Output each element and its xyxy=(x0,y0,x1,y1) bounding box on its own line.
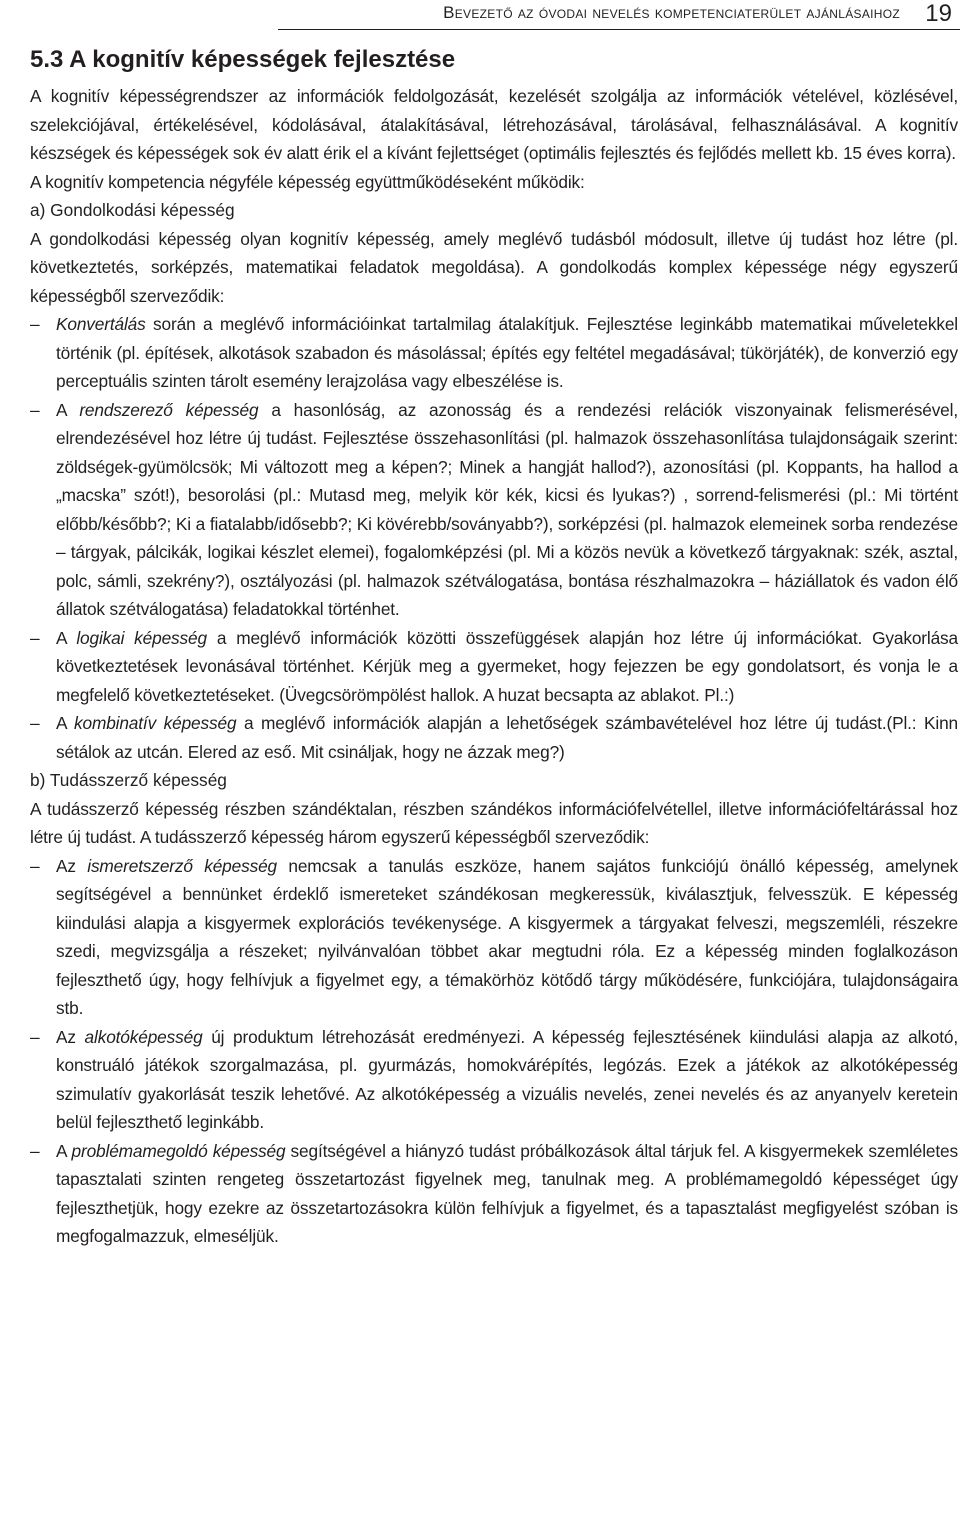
page-header xyxy=(0,0,960,30)
section-title: 5.3 A kognitív képességek fejlesztése xyxy=(30,46,456,73)
paragraph-a: A gondolkodási képesség olyan kognitív képesség, amely meglévő tudásból módosult, illetve új tudást hoz létre (pl. következtetés, sorképzés, matematikai feladatok megoldása). A gondolkodás komplex képessége négy egyszerű képességből szerveződik: xyxy=(30,228,958,306)
running-head: Bevezető az óvodai nevelés kompetenciaterület ajánlásaihoz xyxy=(443,3,900,22)
list-item: – Az alkotóképesség új produktum létrehozását eredményezi. A képesség fejlesztésének kiindulási alapja az alkotó, konstruáló játékok szorgalmazása, pl. gyurmázás, homokvárépítés, legózás. Ezek a játékok az alkotóképesség szimulatív gyakorlását teszik lehetővé. Az alkotóképesség a vizuális nevelés, zenei nevelés és az anyanyelv keretein belül fejleszthető leginkább. xyxy=(30,1023,958,1137)
list-item: – A kombinatív képesség a meglévő információk alapján a lehetőségek számbavételével hoz létre új tudást.(Pl.: Kinn sétálok az utcán. Elered az eső. Mit csináljak, hogy ne ázzak meg?) xyxy=(30,709,958,766)
list-b xyxy=(30,852,958,1251)
dash-bullet: – xyxy=(30,713,40,733)
dash-bullet: – xyxy=(30,314,40,334)
list-item: – A problémamegoldó képesség segítségével a hiányzó tudást próbálkozások által tárjuk fel. A kisgyermekek szemléletes tapasztalati szinten rengeteg összetartozást figyelnek meg, tanulnak meg. A problémamegoldó képességet úgy fejleszthetjük, hogy ezekre az összetartozásokra külön felhívjuk a figyelmet, és a tapasztalást megfigyelést szóban is megfogalmazzuk, elmeséljük. xyxy=(30,1137,958,1251)
list-item: – Konvertálás során a meglévő információinkat tartalmilag átalakítjuk. Fejlesztése leginkább matematikai műveletekkel történik (pl. építések, alkotások szabadon és másolással; építés egy feltétel megadásával; tükörjáték), de konverzió egy perceptuális szinten tárolt esemény lerajzolása vagy elbeszélése is. xyxy=(30,310,958,396)
subheading-b: b) Tudásszerző képesség xyxy=(30,770,227,790)
intro-paragraph: A kognitív képességrendszer az információk feldolgozását, kezelését szolgálja az információk vételével, közlésével, szelekciójával, értékelésével, kódolásával, átalakításával, létrehozásával, tárolásával, felhasználásával. A kognitív készségek és képességek sok év alatt érik el a kívánt fejlettséget (optimális fejlesztés és fejlődés mellett kb. 15 éves korra). xyxy=(30,86,958,163)
header-rule xyxy=(278,29,960,30)
list-a xyxy=(30,310,958,766)
term: logikai képesség xyxy=(76,627,207,648)
dash-bullet: – xyxy=(30,855,40,876)
list-item: – Az ismeretszerző képesség nemcsak a tanulás eszköze, hanem sajátos funkciójú önálló képesség, amelynek segítségével a bennünket érdeklő ismereteket szándékosan megkeressük, kiválasztjuk, felvesszük. E képesség kiindulási alapja a kisgyermek explorációs tevékenysége. A kisgyermek a tárgyakat felveszi, megszemléli, részekre szedi, megvizsgálja a részeket; nyilvánvalóan többet akar megtudni róla. Ez a képesség minden foglalkozáson fejleszthető úgy, hogy felhívjuk a figyelmet egy, a témakörhöz kötődő tárgy működésére, funkciójára, tulajdonságaira stb. xyxy=(30,852,958,1023)
dash-bullet: – xyxy=(30,1026,40,1047)
term: ismeretszerző képesség xyxy=(87,855,277,876)
list-item: – A rendszerező képesség a hasonlóság, az azonosság és a rendezési relációk viszonyainak felismerésével, elrendezésével hoz létre új tudást. Fejlesztése összehasonlítási (pl. halmazok összehasonlítása tulajdonságaik szerint: zöldségek-gyümölcsök; Mi változott meg a képen?; Minek a hangját hallod?), azonosítási (pl. Koppants, ha hallod a „macska” szót!), besorolási (pl.: Mutasd meg, melyik kör kék, kicsi és lyukas?) , sorrend-felismerési (pl.: Mi történt előbb/később?; Ki a fiatalabb/idősebb?; Ki kövérebb/soványabb?), sorképzési (pl. halmazok elemeinek sorba rendezése – tárgyak, pálcikák, logikai készlet elemei), fogalomképzési (pl. Mi a közös nevük a következő tárgyaknak: szék, asztal, polc, sámli, szekrény?), osztályozási (pl. halmazok szétválogatása, bontása részhalmazokra – háziállatok és vadon élő állatok szétválogatása) feladatokkal történhet. xyxy=(30,396,958,624)
page-number: 19 xyxy=(925,0,952,27)
term: Konvertálás xyxy=(56,314,146,334)
term: rendszerező képesség xyxy=(79,399,259,420)
dash-bullet: – xyxy=(30,399,40,420)
subheading-a: a) Gondolkodási képesség xyxy=(30,200,235,220)
term: kombinatív képesség xyxy=(74,713,237,733)
dash-bullet: – xyxy=(30,1140,40,1161)
term: alkotóképesség xyxy=(84,1026,203,1047)
list-item: – A logikai képesség a meglévő információk közötti összefüggések alapján hoz létre új információkat. Gyakorlása következtetések levonásával történhet. Kérjük meg a gyermeket, hogy fejezzen be egy gondolatsort, és vonja le a megfelelő következtetéseket. (Üvegcsörömpölést hallok. A huzat becsapta az ablakot. Pl.:) xyxy=(30,624,958,710)
term: problémamegoldó képesség xyxy=(71,1140,286,1161)
dash-bullet: – xyxy=(30,627,40,648)
competence-paragraph: A kognitív kompetencia négyféle képesség együttműködéseként működik: xyxy=(30,171,585,192)
page-body xyxy=(30,42,958,1251)
paragraph-b: A tudásszerző képesség részben szándéktalan, részben szándékos információfelvétellel, illetve információfeltárással hoz létre új tudást. A tudásszerző képesség három egyszerű képességből szerveződik: xyxy=(30,798,958,847)
